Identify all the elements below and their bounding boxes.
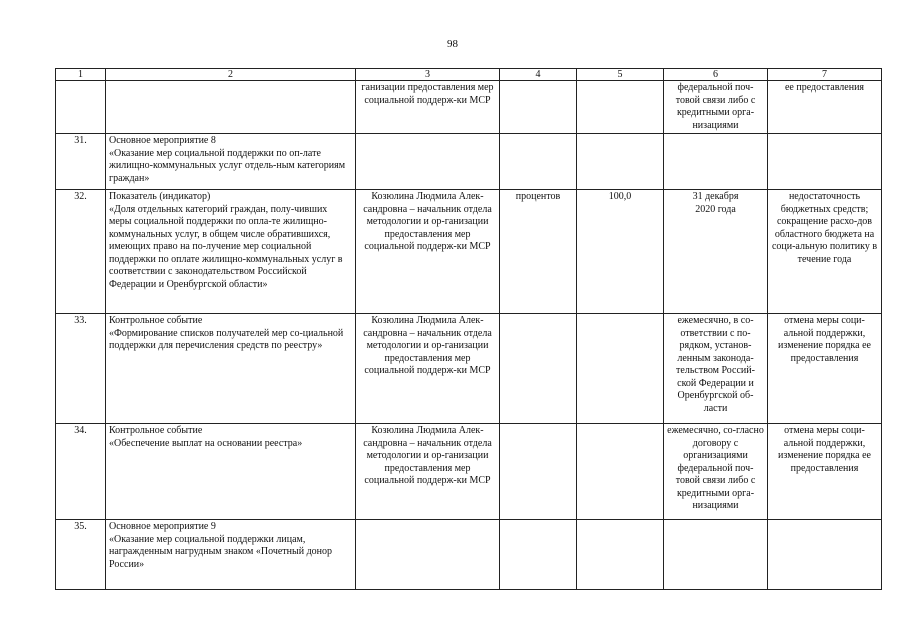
responsible-person: Козюлина Людмила Алек-сандровна – начальник отдела методологии и ор-ганизации предоставления мер социальной поддерж-ки МСР <box>356 190 500 314</box>
target-value <box>577 81 664 134</box>
table-row <box>56 424 882 520</box>
deadline: 31 декабря 2020 года <box>664 190 768 314</box>
unit <box>500 520 577 590</box>
target-value <box>577 424 664 520</box>
risk: отмена меры соци-альной поддержки, изменение порядка ее предоставления <box>768 314 882 424</box>
risk <box>768 134 882 190</box>
deadline <box>664 134 768 190</box>
column-header: 7 <box>768 69 882 81</box>
column-header: 6 <box>664 69 768 81</box>
deadline: федеральной поч-товой связи либо с кредитными орга-низациями <box>664 81 768 134</box>
risk: недостаточность бюджетных средств; сокращение расхо-дов областного бюджета на соци-альную политику в течение года <box>768 190 882 314</box>
column-header: 5 <box>577 69 664 81</box>
column-header: 2 <box>106 69 356 81</box>
deadline: ежемесячно, со-гласно договору с организациями федеральной поч-товой связи либо с кредитными орга-низациями <box>664 424 768 520</box>
column-header: 3 <box>356 69 500 81</box>
measure-name <box>106 81 356 134</box>
risk: ее предоставления <box>768 81 882 134</box>
unit <box>500 424 577 520</box>
deadline: ежемесячно, в со-ответствии с по-рядком, установ-ленным законода-тельством Россий-ской Федерации и Оренбургской об-ласти <box>664 314 768 424</box>
measures-table <box>55 68 882 590</box>
row-number <box>56 81 106 134</box>
page-number: 98 <box>447 38 458 50</box>
row-number: 31. <box>56 134 106 190</box>
target-value: 100,0 <box>577 190 664 314</box>
responsible-person: ганизации предоставления мер социальной поддерж-ки МСР <box>356 81 500 134</box>
measure-name: Контрольное событие «Обеспечение выплат на основании реестра» <box>106 424 356 520</box>
row-number: 33. <box>56 314 106 424</box>
table-row <box>56 314 882 424</box>
target-value <box>577 520 664 590</box>
unit <box>500 81 577 134</box>
responsible-person <box>356 134 500 190</box>
risk <box>768 520 882 590</box>
target-value <box>577 314 664 424</box>
row-number: 35. <box>56 520 106 590</box>
table-row <box>56 134 882 190</box>
table-header-row <box>56 69 882 81</box>
target-value <box>577 134 664 190</box>
table-row <box>56 520 882 590</box>
measure-name: Основное мероприятие 8 «Оказание мер социальной поддержки по оп-лате жилищно-коммунальных услуг отдель-ным категориям граждан» <box>106 134 356 190</box>
responsible-person: Козюлина Людмила Алек-сандровна – начальник отдела методологии и ор-ганизации предоставления мер социальной поддерж-ки МСР <box>356 314 500 424</box>
measure-name: Показатель (индикатор) «Доля отдельных категорий граждан, полу-чивших меры социальной поддержки по опла-те жилищно-коммунальных услуг, в общем числе обратившихся, имеющих право на по-лучение мер социальной поддержки по оплате жилищно-коммунальных услуг в соответствии с законодательством Российской Федерации и Оренбургской области» <box>106 190 356 314</box>
deadline <box>664 520 768 590</box>
column-header: 1 <box>56 69 106 81</box>
unit <box>500 314 577 424</box>
unit: процентов <box>500 190 577 314</box>
table-row <box>56 81 882 134</box>
row-number: 32. <box>56 190 106 314</box>
unit <box>500 134 577 190</box>
responsible-person <box>356 520 500 590</box>
measure-name: Контрольное событие «Формирование списков получателей мер со-циальной поддержки для перечисления средств по реестру» <box>106 314 356 424</box>
column-header: 4 <box>500 69 577 81</box>
risk: отмена меры соци-альной поддержки, изменение порядка ее предоставления <box>768 424 882 520</box>
table-row <box>56 190 882 314</box>
measure-name: Основное мероприятие 9 «Оказание мер социальной поддержки лицам, награжденным нагрудным знаком «Почетный донор России» <box>106 520 356 590</box>
responsible-person: Козюлина Людмила Алек-сандровна – начальник отдела методологии и ор-ганизации предоставления мер социальной поддерж-ки МСР <box>356 424 500 520</box>
row-number: 34. <box>56 424 106 520</box>
